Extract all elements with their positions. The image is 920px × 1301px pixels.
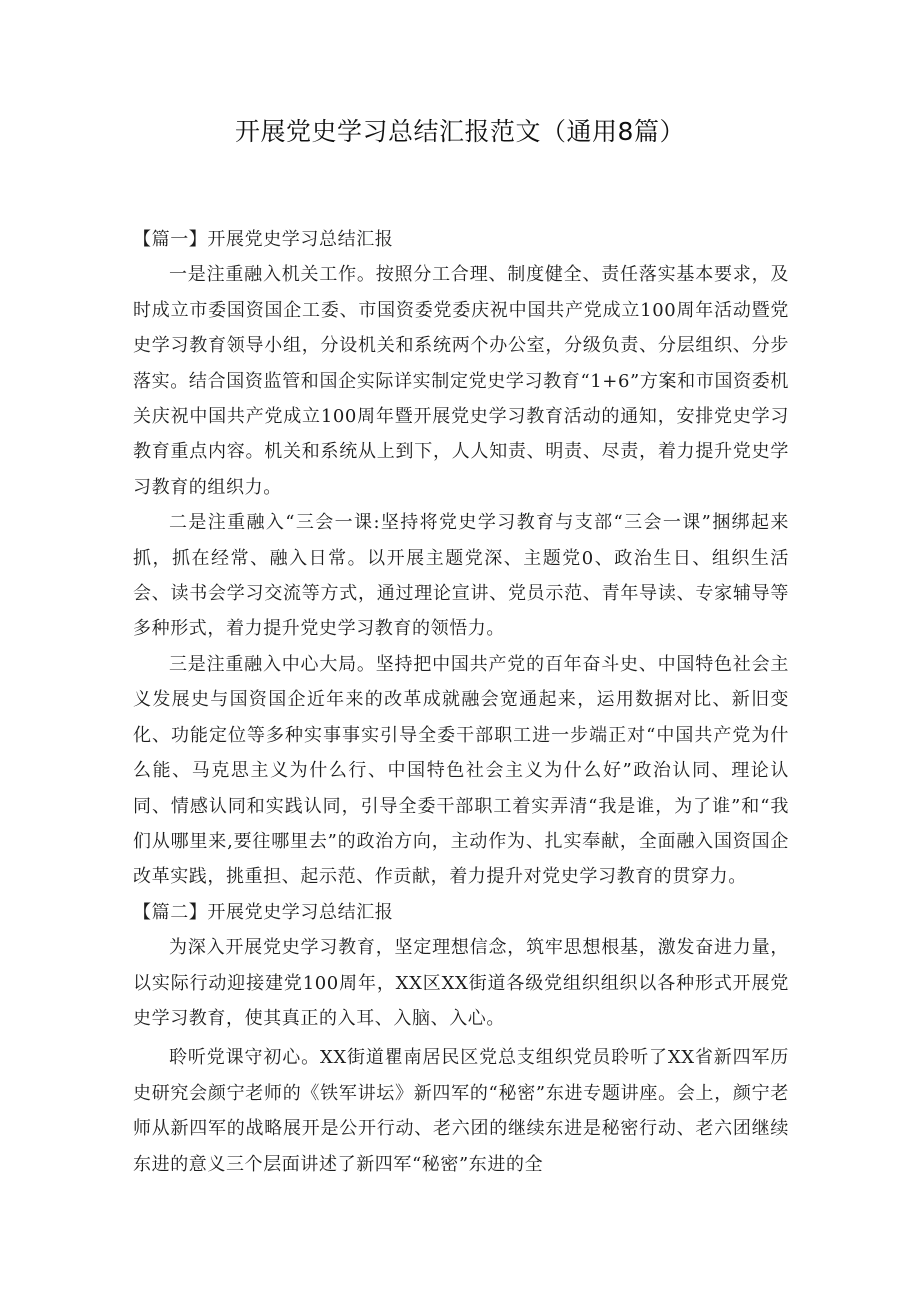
document-title: 开展党史学习总结汇报范文（通用8篇） [235, 117, 685, 146]
document-body [133, 222, 789, 1182]
paragraph: 为深入开展党史学习教育，坚定理想信念，筑牢思想根基，激发奋进力量，以实际行动迎接建党100周年，XX区XX街道各级党组织组织以各种形式开展党史学习教育，使其真正的入耳、入脑、入心。 [133, 937, 789, 1029]
paragraph: 二是注重融入“三会一课:坚持将党史学习教育与支部“三会一课”捆绑起来抓，抓在经常、融入日常。以开展主题党深、主题党0、政治生日、组织生活会、读书会学习交流等方式，通过理论宣讲、党员示范、青年导读、专家辅导等多种形式，着力提升党史学习教育的领悟力。 [133, 512, 789, 640]
section-heading: 【篇一】开展党史学习总结汇报 [133, 229, 394, 250]
section-heading: 【篇二】开展党史学习总结汇报 [133, 901, 394, 923]
paragraph: 三是注重融入中心大局。坚持把中国共产党的百年奋斗史、中国特色社会主义发展史与国资国企近年来的改革成就融会宽通起来，运用数据对比、新旧变化、功能定位等多种实事事实引导全委干部职工进一步端正对“中国共产党为什么能、马克思主义为什么行、中国特色社会主义为什么好”政治认同、理论认同、情感认同和实践认同，引导全委干部职工着实弄清“我是谁，为了谁”和“我们从哪里来,要往哪里去”的政治方向，主动作为、扎实奉献，全面融入国资国企改革实践，挑重担、起示范、作贡献，着力提升对党史学习教育的贯穿力。 [133, 653, 789, 888]
paragraph: 聆听党课守初心。XX街道瞿南居民区党总支组织党员聆听了XX省新四军历史研究会颜宁老师的《铁军讲坛》新四军的“秘密”东进专题讲座。会上，颜宁老师从新四军的战略展开是公开行动、老六团的继续东进是秘密行动、老六团继续东进的意义三个层面讲述了新四军“秘密”东进的全 [133, 1047, 789, 1175]
paragraph: 一是注重融入机关工作。按照分工合理、制度健全、责任落实基本要求，及时成立市委国资国企工委、市国资委党委庆祝中国共产党成立100周年活动暨党史学习教育领导小组，分设机关和系统两个办公室，分级负责、分层组织、分步落实。结合国资监管和国企实际详实制定党史学习教育“1+6”方案和市国资委机关庆祝中国共产党成立100周年暨开展党史学习教育活动的通知，安排党史学习教育重点内容。机关和系统从上到下，人人知责、明责、尽责，着力提升党史学习教育的组织力。 [133, 264, 789, 498]
